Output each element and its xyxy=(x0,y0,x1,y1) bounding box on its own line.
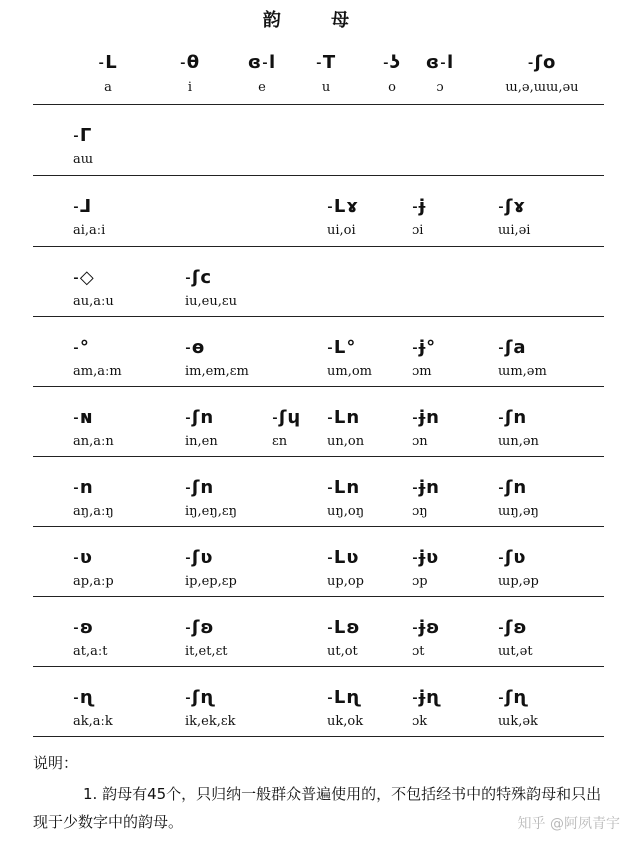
final-latin: an,aːn xyxy=(73,434,114,449)
final-glyph: ˗ɉn xyxy=(412,407,440,428)
final-glyph: ˗Lʋ xyxy=(327,547,360,568)
final-latin: ɯt,ət xyxy=(498,644,533,659)
final-glyph: ˗Lʚ xyxy=(327,617,361,638)
final-latin: am,aːm xyxy=(73,364,122,379)
watermark: 知乎 @阿夙青宇 xyxy=(517,816,620,832)
final-glyph: ˗ᒧ xyxy=(73,196,93,217)
final-latin: it,et,ɛt xyxy=(185,644,228,659)
final-glyph: ˗L° xyxy=(327,337,357,358)
header-latin: u xyxy=(321,80,331,95)
final-latin: ɔi xyxy=(412,223,424,238)
row-divider xyxy=(33,526,604,527)
final-latin: ɛn xyxy=(272,434,288,449)
header-glyph: ˗L xyxy=(98,52,118,73)
row-divider xyxy=(33,666,604,667)
final-latin: ɯŋ,əŋ xyxy=(498,504,539,519)
final-latin: aŋ,aːŋ xyxy=(73,504,114,519)
final-latin: ɔŋ xyxy=(412,504,428,519)
final-glyph: ˗Lɳ xyxy=(327,687,362,708)
final-glyph: ˗ʃʋ xyxy=(498,547,527,568)
final-glyph: ˗ʃa xyxy=(498,337,527,358)
final-glyph: ˗ɉɳ xyxy=(412,687,442,708)
final-glyph: ˗Ln xyxy=(327,407,361,428)
final-glyph: ˗ʃn xyxy=(498,477,528,498)
final-latin: at,aːt xyxy=(73,644,108,659)
final-glyph: ˗ʃɳ xyxy=(185,687,216,708)
final-latin: ap,aːp xyxy=(73,574,114,589)
final-glyph: ˗ʃn xyxy=(498,407,528,428)
final-glyph: ˗ɉʋ xyxy=(412,547,440,568)
final-latin: ɯk,ək xyxy=(498,714,538,729)
page-title: 韵 母 xyxy=(262,10,372,31)
final-latin: ɯm,əm xyxy=(498,364,547,379)
row-divider xyxy=(33,736,604,737)
final-latin: ai,aːi xyxy=(73,223,106,238)
final-glyph: ˗◇ xyxy=(73,267,95,288)
row-divider xyxy=(33,246,604,247)
final-latin: um,om xyxy=(327,364,372,379)
final-latin: ak,aːk xyxy=(73,714,113,729)
final-latin: ut,ot xyxy=(327,644,358,659)
final-glyph: ˗ʋ xyxy=(73,547,93,568)
final-latin: au,aːu xyxy=(73,294,114,309)
header-latin: a xyxy=(104,80,112,95)
final-latin: uŋ,oŋ xyxy=(327,504,365,519)
final-glyph: ˗Γ xyxy=(73,125,93,146)
final-latin: ɯp,əp xyxy=(498,574,539,589)
final-latin: ui,oi xyxy=(327,223,356,238)
final-glyph: ˗ʃɥ xyxy=(272,407,302,428)
final-latin: un,on xyxy=(327,434,365,449)
final-glyph: ˗° xyxy=(73,337,90,358)
header-latin: o xyxy=(388,80,396,95)
final-latin: ɯi,əi xyxy=(498,223,531,238)
header-glyph: ˗θ xyxy=(179,52,201,73)
final-glyph: ˗ɉ° xyxy=(412,337,437,358)
final-glyph: ˗n xyxy=(73,477,94,498)
final-latin: up,op xyxy=(327,574,364,589)
header-latin: ɯ,ə,ɯɯ,əu xyxy=(505,80,579,95)
header-glyph: ɞ˗l xyxy=(425,52,455,73)
final-glyph: ˗ʃc xyxy=(185,267,213,288)
final-latin: ɯn,ən xyxy=(498,434,539,449)
final-glyph: ˗ɉʚ xyxy=(412,617,441,638)
final-glyph: ˗ʃn xyxy=(185,477,215,498)
final-latin: ik,ek,ɛk xyxy=(185,714,236,729)
final-glyph: ˗Ln xyxy=(327,477,361,498)
final-glyph: ˗ʃɳ xyxy=(498,687,529,708)
final-glyph: ˗ʃn xyxy=(185,407,215,428)
header-glyph: ˗ʖ xyxy=(382,52,402,73)
final-glyph: ˗ʃɤ xyxy=(498,196,526,217)
final-glyph: ˗ʃʚ xyxy=(498,617,528,638)
final-latin: iŋ,eŋ,ɛŋ xyxy=(185,504,237,519)
final-latin: ɔn xyxy=(412,434,428,449)
note-heading: 说明： xyxy=(33,754,79,772)
row-divider xyxy=(33,386,604,387)
final-latin: ɔp xyxy=(412,574,428,589)
final-latin: aɯ xyxy=(73,152,94,167)
row-divider xyxy=(33,456,604,457)
header-glyph: ɞ˗l xyxy=(247,52,277,73)
final-glyph: ˗ɉn xyxy=(412,477,440,498)
final-glyph: ˗ʃʋ xyxy=(185,547,214,568)
final-glyph: ˗Lɤ xyxy=(327,196,359,217)
final-latin: in,en xyxy=(185,434,218,449)
final-latin: im,em,ɛm xyxy=(185,364,249,379)
row-divider xyxy=(33,316,604,317)
note-text: 1. 韵母有45个，只归纳一般群众普遍使用的，不包括经书中的特殊韵母和只出现于少数字中的韵母。 xyxy=(33,785,602,831)
header-latin: i xyxy=(187,80,193,95)
row-divider xyxy=(33,596,604,597)
row-divider xyxy=(33,175,604,176)
final-glyph: ˗ɉ xyxy=(412,196,427,217)
final-latin: uk,ok xyxy=(327,714,364,729)
final-glyph: ˗ʃʚ xyxy=(185,617,215,638)
header-glyph: ˗ʃo xyxy=(527,52,557,73)
final-latin: iu,eu,ɛu xyxy=(185,294,237,309)
header-latin: ɔ xyxy=(436,80,444,95)
final-glyph: ˗ɵ xyxy=(185,337,206,358)
final-glyph: ˗ɳ xyxy=(73,687,96,708)
row-divider xyxy=(33,104,604,105)
final-latin: ip,ep,ɛp xyxy=(185,574,237,589)
final-glyph: ˗ʚ xyxy=(73,617,95,638)
final-latin: ɔk xyxy=(412,714,428,729)
final-latin: ɔm xyxy=(412,364,432,379)
header-latin: e xyxy=(258,80,266,95)
final-latin: ɔt xyxy=(412,644,425,659)
final-glyph: ˗ɴ xyxy=(73,407,94,428)
header-glyph: ˗T xyxy=(315,52,337,73)
